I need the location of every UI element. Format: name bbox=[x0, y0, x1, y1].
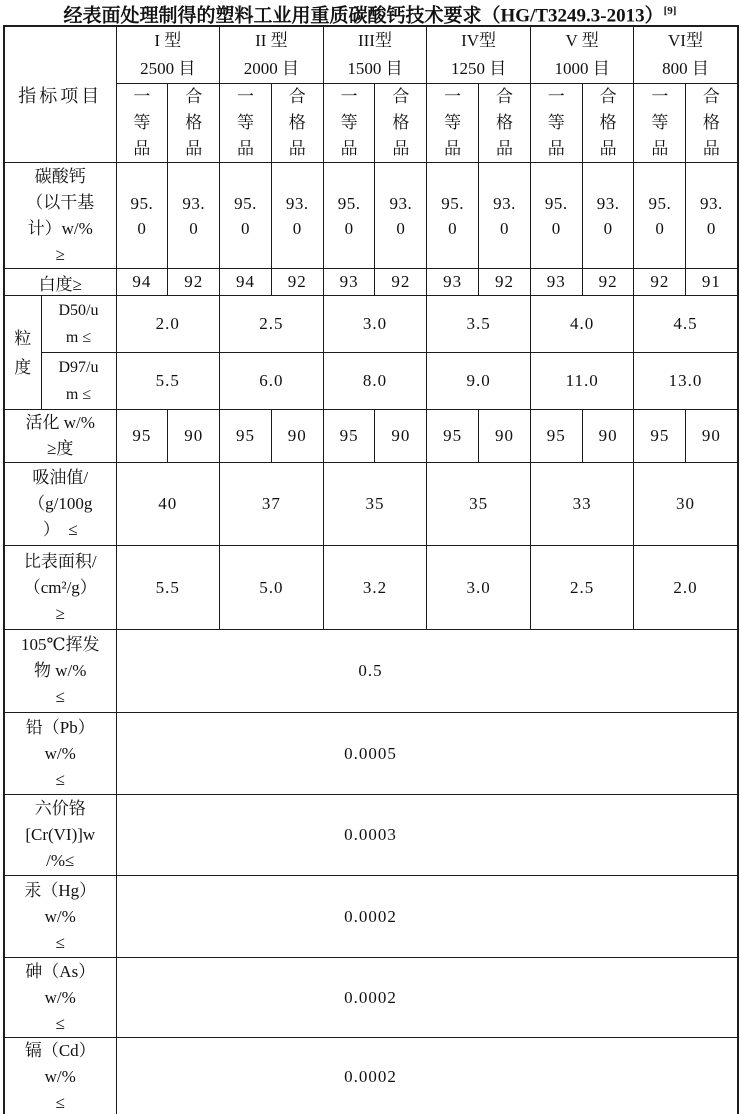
value-cell: 90 bbox=[479, 410, 531, 463]
type-header-cell-3 bbox=[323, 26, 427, 84]
row-mercury bbox=[4, 876, 738, 958]
header-row-types bbox=[4, 26, 738, 84]
grade-qualified-label: 合格品 bbox=[185, 87, 203, 158]
grade-header-cell bbox=[116, 84, 168, 163]
value-cell: 4.5 bbox=[634, 296, 738, 353]
value-cell: 93 bbox=[323, 269, 375, 296]
merged-value-cell: 0.0005 bbox=[116, 713, 738, 795]
row-label-line: ） ≤ bbox=[42, 520, 78, 539]
row-label-cell: 白度≥ bbox=[4, 269, 116, 296]
row-label-line: [Cr(VI)]w bbox=[25, 825, 96, 844]
row-label-line: 物 w/% bbox=[34, 661, 87, 680]
row-label-line: 吸油值/ bbox=[32, 468, 89, 487]
value-cell: 93.0 bbox=[375, 163, 427, 269]
grade-header-cell bbox=[220, 84, 272, 163]
value-cell: 40 bbox=[116, 463, 220, 546]
value-cell: 3.5 bbox=[427, 296, 531, 353]
type-name: VI型 bbox=[668, 31, 703, 50]
value-cell: 90 bbox=[375, 410, 427, 463]
row-label-line: ≤ bbox=[55, 1013, 65, 1033]
value-cell: 3.0 bbox=[323, 296, 427, 353]
row-label-line: m ≤ bbox=[65, 329, 92, 346]
row-label-line: 砷（As） bbox=[25, 961, 96, 981]
row-label-line: w/% bbox=[44, 906, 76, 926]
row-label-line: w/% bbox=[44, 1067, 76, 1086]
row-label-line: m ≤ bbox=[65, 386, 92, 403]
merged-value-cell: 0.0002 bbox=[116, 876, 738, 958]
value-cell: 92 bbox=[375, 269, 427, 296]
row-label-line: /%≤ bbox=[46, 851, 75, 870]
grade-header-cell bbox=[323, 84, 375, 163]
row-label-line: ≤ bbox=[55, 932, 65, 952]
value-cell: 9.0 bbox=[427, 353, 531, 410]
value-cell: 35 bbox=[427, 463, 531, 546]
value-cell: 30 bbox=[634, 463, 738, 546]
row-label-cell bbox=[4, 876, 116, 958]
grade-header-cell bbox=[634, 84, 686, 163]
value-cell: 95.0 bbox=[530, 163, 582, 269]
grade-header-cell bbox=[530, 84, 582, 163]
grade-first-label: 一等品 bbox=[547, 87, 565, 158]
row-particle-d50 bbox=[4, 296, 738, 353]
row-label-line: ≥度 bbox=[47, 439, 74, 458]
value-cell: 95.0 bbox=[323, 163, 375, 269]
value-cell: 93.0 bbox=[582, 163, 634, 269]
row-specific-surface bbox=[4, 546, 738, 630]
value-cell: 2.0 bbox=[116, 296, 220, 353]
value-cell: 90 bbox=[271, 410, 323, 463]
value-cell: 93.0 bbox=[168, 163, 220, 269]
type-header-cell-5 bbox=[530, 26, 634, 84]
indicator-header-label: 指标项目 bbox=[18, 85, 103, 106]
value-cell: 95 bbox=[323, 410, 375, 463]
grade-first-label: 一等品 bbox=[444, 87, 462, 158]
grade-first-label: 一等品 bbox=[236, 87, 254, 158]
row-chromium bbox=[4, 795, 738, 876]
value-cell: 3.0 bbox=[427, 546, 531, 630]
grade-first-label: 一等品 bbox=[340, 87, 358, 158]
type-name: IV型 bbox=[461, 31, 497, 50]
grade-first-label: 一等品 bbox=[651, 87, 669, 158]
row-label-cell bbox=[41, 296, 116, 353]
row-label-line: （以干基 bbox=[26, 192, 95, 212]
grade-header-cell bbox=[686, 84, 738, 163]
row-label-line: ≤ bbox=[55, 687, 65, 706]
row-whiteness bbox=[4, 269, 738, 296]
mesh-label: 2500 目 bbox=[140, 59, 196, 78]
value-cell: 93 bbox=[530, 269, 582, 296]
value-cell: 2.5 bbox=[530, 546, 634, 630]
value-cell: 95.0 bbox=[634, 163, 686, 269]
mesh-label: 800 目 bbox=[662, 59, 709, 78]
type-name: II 型 bbox=[255, 31, 288, 50]
row-cadmium bbox=[4, 1038, 738, 1114]
value-cell: 5.0 bbox=[220, 546, 324, 630]
table-title bbox=[0, 0, 740, 25]
row-label-line: ≤ bbox=[55, 1093, 65, 1112]
grade-qualified-label: 合格品 bbox=[495, 87, 513, 158]
value-cell: 95 bbox=[530, 410, 582, 463]
row-label-cell bbox=[4, 958, 116, 1038]
value-cell: 93.0 bbox=[479, 163, 531, 269]
mesh-label: 1250 目 bbox=[450, 59, 507, 78]
row-label-line: 比表面积/ bbox=[23, 551, 97, 571]
type-header-cell-4 bbox=[427, 26, 531, 84]
row-label-line: w/% bbox=[44, 987, 76, 1007]
value-cell: 95.0 bbox=[116, 163, 168, 269]
type-header-cell-2 bbox=[220, 26, 324, 84]
row-label-cell bbox=[4, 163, 116, 269]
type-header-cell-1 bbox=[116, 26, 220, 84]
value-cell: 91 bbox=[686, 269, 738, 296]
row-label-line: D97/u bbox=[58, 359, 99, 376]
value-cell: 2.0 bbox=[634, 546, 738, 630]
row-label-line: 碳酸钙 bbox=[34, 166, 86, 186]
type-name: III型 bbox=[357, 31, 392, 50]
type-name: V 型 bbox=[565, 31, 599, 50]
row-label-cell bbox=[4, 463, 116, 546]
value-cell: 11.0 bbox=[530, 353, 634, 410]
row-label-line: 六价铬 bbox=[34, 799, 86, 818]
value-cell: 5.5 bbox=[116, 353, 220, 410]
row-label-line: ≥ bbox=[55, 244, 65, 264]
row-label-cell bbox=[4, 410, 116, 463]
row-label-line: w/% bbox=[44, 743, 76, 763]
value-cell: 37 bbox=[220, 463, 324, 546]
value-cell: 95.0 bbox=[427, 163, 479, 269]
value-cell: 93.0 bbox=[271, 163, 323, 269]
table-title-text: 经表面处理制得的塑料工业用重质碳酸钙技术要求（HG/T3249.3-2013） bbox=[63, 5, 664, 27]
row-label-line: 活化 w/% bbox=[25, 413, 95, 432]
value-cell: 92 bbox=[168, 269, 220, 296]
type-name: I 型 bbox=[154, 31, 182, 50]
value-cell: 92 bbox=[634, 269, 686, 296]
row-oil-absorption bbox=[4, 463, 738, 546]
grade-qualified-label: 合格品 bbox=[392, 87, 410, 158]
value-cell: 95 bbox=[220, 410, 272, 463]
row-label-cell bbox=[4, 795, 116, 876]
type-header-cell-6 bbox=[634, 26, 738, 84]
citation-superscript: [9] bbox=[663, 5, 677, 17]
row-caco3 bbox=[4, 163, 738, 269]
value-cell: 8.0 bbox=[323, 353, 427, 410]
row-label-line: （g/100g bbox=[28, 494, 93, 513]
merged-value-cell: 0.5 bbox=[116, 630, 738, 713]
merged-value-cell: 0.0002 bbox=[116, 1038, 738, 1114]
mesh-label: 1000 目 bbox=[554, 59, 610, 78]
value-cell: 6.0 bbox=[220, 353, 324, 410]
value-cell: 90 bbox=[686, 410, 738, 463]
row-lead bbox=[4, 713, 738, 795]
value-cell: 92 bbox=[479, 269, 531, 296]
table-container bbox=[0, 25, 740, 1114]
value-cell: 13.0 bbox=[634, 353, 738, 410]
mesh-label: 1500 目 bbox=[347, 59, 403, 78]
row-label-line: D50/u bbox=[58, 302, 99, 319]
value-cell: 94 bbox=[116, 269, 168, 296]
row-label-line: 铅（Pb） bbox=[25, 717, 95, 737]
value-cell: 95 bbox=[634, 410, 686, 463]
value-cell: 90 bbox=[168, 410, 220, 463]
value-cell: 92 bbox=[271, 269, 323, 296]
particle-group-label-cell: 粒度 bbox=[4, 296, 41, 410]
row-label-cell bbox=[4, 546, 116, 630]
merged-value-cell: 0.0003 bbox=[116, 795, 738, 876]
row-volatile-105 bbox=[4, 630, 738, 713]
grade-header-cell bbox=[168, 84, 220, 163]
row-label-cell bbox=[4, 713, 116, 795]
row-label-cell bbox=[4, 1038, 116, 1114]
row-label-cell bbox=[41, 353, 116, 410]
value-cell: 95 bbox=[116, 410, 168, 463]
row-label-line: 计）w/% bbox=[27, 218, 93, 238]
merged-value-cell: 0.0002 bbox=[116, 958, 738, 1038]
grade-header-cell bbox=[479, 84, 531, 163]
value-cell: 2.5 bbox=[220, 296, 324, 353]
row-label-line: （cm²/g） bbox=[23, 577, 97, 597]
value-cell: 93 bbox=[427, 269, 479, 296]
value-cell: 90 bbox=[582, 410, 634, 463]
row-label-line: 汞（Hg） bbox=[24, 880, 97, 900]
grade-qualified-label: 合格品 bbox=[288, 87, 306, 158]
row-label-line: ≥ bbox=[55, 603, 65, 623]
value-cell: 92 bbox=[582, 269, 634, 296]
value-cell: 33 bbox=[530, 463, 634, 546]
value-cell: 3.2 bbox=[323, 546, 427, 630]
value-cell: 94 bbox=[220, 269, 272, 296]
mesh-label: 2000 目 bbox=[243, 59, 300, 78]
row-label-line: ≤ bbox=[55, 769, 65, 789]
row-particle-d97 bbox=[4, 353, 738, 410]
value-cell: 35 bbox=[323, 463, 427, 546]
value-cell: 95.0 bbox=[220, 163, 272, 269]
row-label-line: 105℃挥发 bbox=[20, 635, 100, 654]
spec-table bbox=[3, 25, 739, 1114]
row-label-cell bbox=[4, 630, 116, 713]
indicator-header-cell bbox=[4, 26, 116, 163]
grade-header-cell bbox=[582, 84, 634, 163]
value-cell: 5.5 bbox=[116, 546, 220, 630]
grade-header-cell bbox=[271, 84, 323, 163]
grade-header-cell bbox=[427, 84, 479, 163]
value-cell: 95 bbox=[427, 410, 479, 463]
value-cell: 93.0 bbox=[686, 163, 738, 269]
row-activation bbox=[4, 410, 738, 463]
grade-qualified-label: 合格品 bbox=[702, 87, 720, 158]
value-cell: 4.0 bbox=[530, 296, 634, 353]
row-arsenic bbox=[4, 958, 738, 1038]
grade-first-label: 一等品 bbox=[133, 87, 151, 158]
grade-header-cell bbox=[375, 84, 427, 163]
row-label-line: 镉（Cd） bbox=[24, 1041, 96, 1060]
grade-qualified-label: 合格品 bbox=[599, 87, 617, 158]
